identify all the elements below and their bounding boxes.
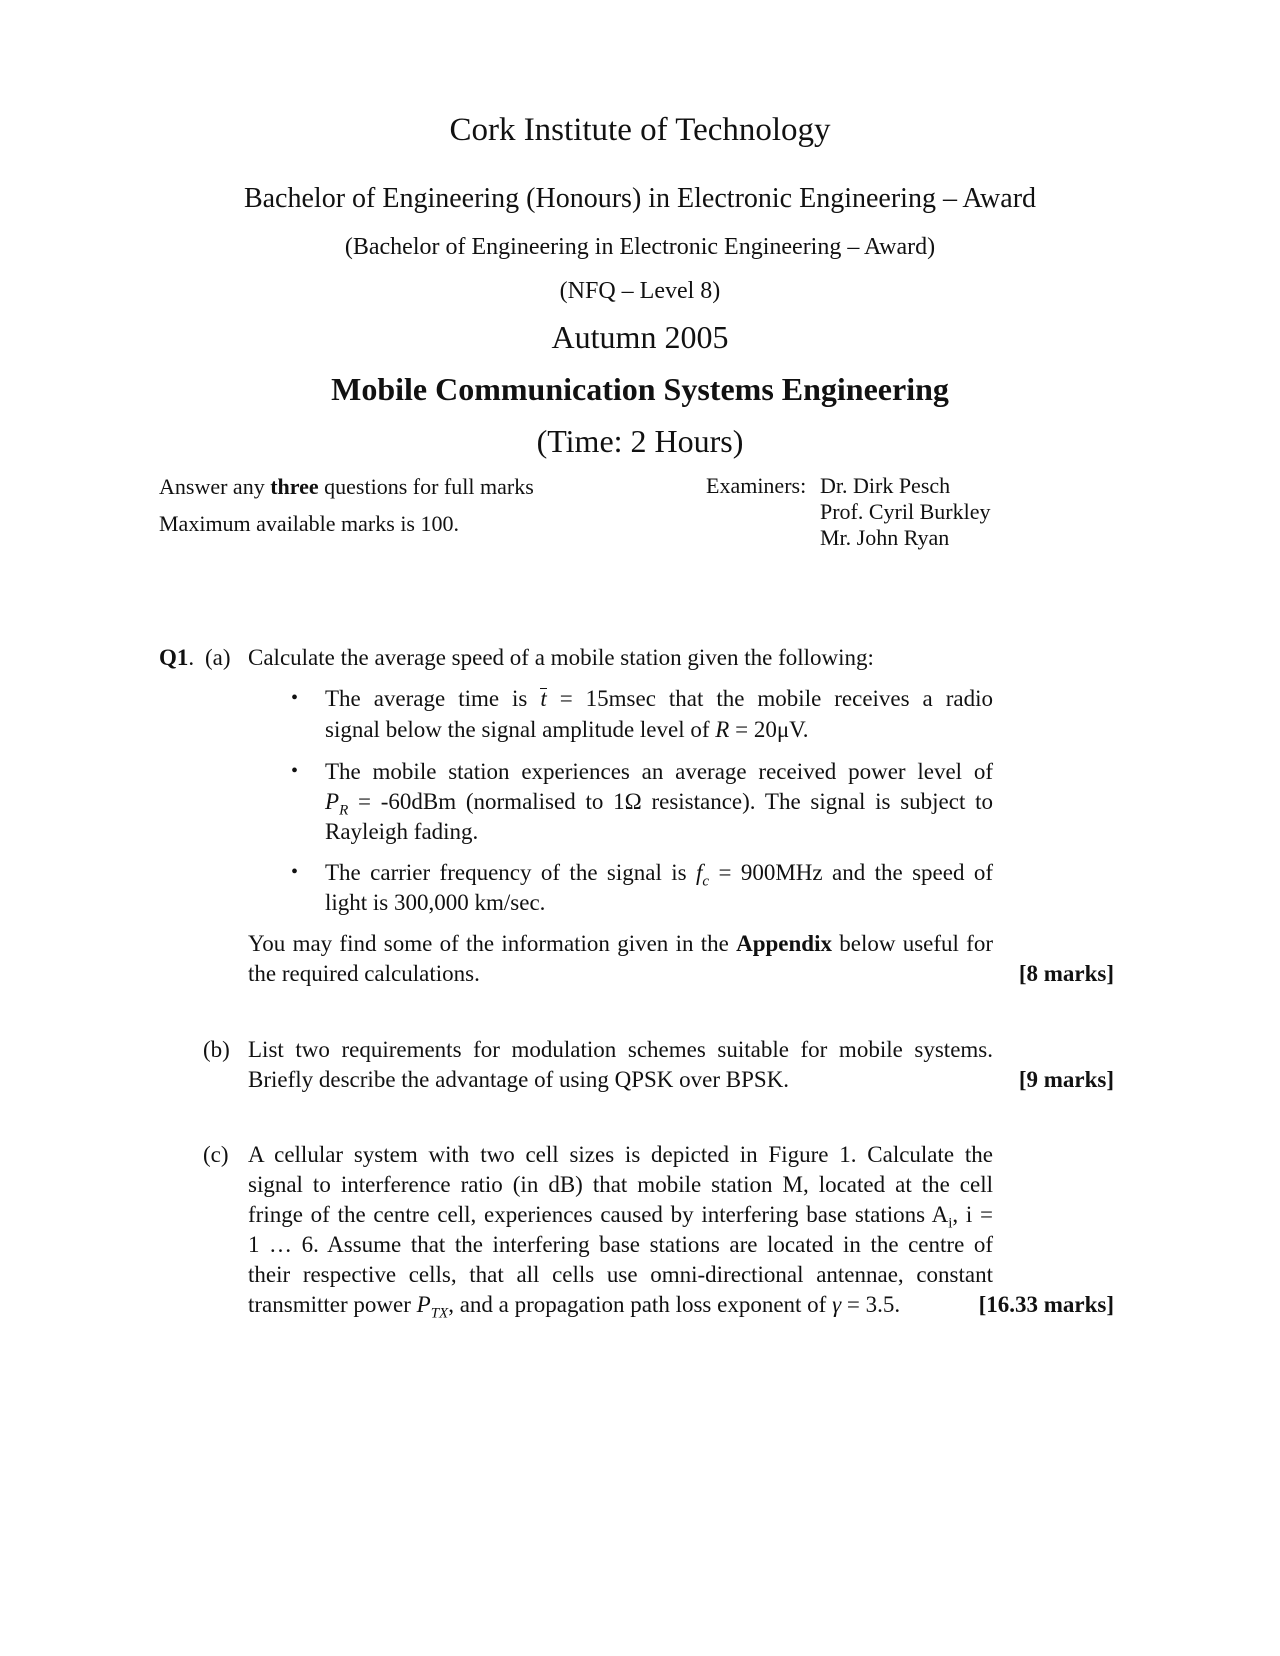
bullet-2-line-3: Rayleigh fading. [325, 819, 479, 844]
institute-title: Cork Institute of Technology [449, 112, 831, 148]
degree-alt-title: (Bachelor of Engineering in Electronic Engineering – Award) [344, 234, 936, 260]
part-label-c: (c) [203, 1142, 229, 1167]
subject-title: Mobile Communication Systems Engineering [331, 371, 949, 407]
instruction-emphasis: three [270, 474, 319, 499]
part-label-b: (b) [203, 1037, 230, 1062]
part-b-line-1: List two requirements for modulation schemes suitable for mobile systems. [248, 1037, 993, 1062]
examiner-name: Prof. Cyril Burkley [820, 499, 991, 524]
instruction-answer-three: Answer any three questions for full marks [159, 474, 534, 499]
exam-duration: (Time: 2 Hours) [536, 423, 744, 459]
appendix-note-line-2: the required calculations. [248, 961, 480, 986]
bullet-2-line-1: The mobile station experiences an average received power level of [325, 759, 993, 784]
bullet-1-line-2: signal below the signal amplitude level of R = 20μV. [325, 717, 809, 742]
question-number: Q1. [159, 645, 195, 670]
part-c-line-4: 1 … 6. Assume that the interfering base stations are located in the centre of [248, 1232, 993, 1257]
t-bar-symbol: t [540, 683, 546, 714]
part-b-line-2: Briefly describe the advantage of using QPSK over BPSK. [248, 1067, 790, 1092]
exam-session: Autumn 2005 [551, 319, 729, 355]
part-label-a: (a) [205, 645, 231, 670]
degree-title: Bachelor of Engineering (Honours) in Electronic Engineering – Award [243, 183, 1037, 214]
part-c-marks: [16.33 marks] [978, 1292, 1114, 1317]
part-c-line-3: fringe of the centre cell, experiences caused by interfering base stations $A_i$, i = [248, 1202, 993, 1232]
instruction-max-marks: Maximum available marks is 100. [159, 511, 459, 536]
part-c-line-5: their respective cells, that all cells use omni-directional antennae, constant [248, 1262, 993, 1287]
part-c-line-6: transmitter power $P_{TX}$, and a propagation path loss exponent of γ = 3.5. [248, 1292, 901, 1322]
part-a-intro: Calculate the average speed of a mobile station given the following: [248, 645, 874, 670]
bullet-2-line-2: $P_R = -60dBm$ (normalised to 1Ω resistance). The signal is subject to [325, 789, 993, 819]
bullet-point: • [291, 760, 299, 782]
bullet-3-line-2: light is 300,000 km/sec. [325, 890, 546, 915]
bullet-point: • [291, 687, 299, 709]
part-a-marks: [8 marks] [1018, 961, 1114, 986]
appendix-note-line-1: You may find some of the information given in the Appendix below useful for [248, 931, 993, 956]
nfq-level: (NFQ – Level 8) [559, 278, 721, 304]
part-b-marks: [9 marks] [1018, 1067, 1114, 1092]
bullet-3-line-1: The carrier frequency of the signal is $f_c = 900MHz$ and the speed of [325, 860, 994, 890]
examiner-name: Dr. Dirk Pesch [820, 473, 951, 498]
examiners-label: Examiners: [706, 473, 807, 498]
bullet-1-line-1: The average time is t = 15msec that the mobile receives a radio [325, 683, 993, 714]
appendix-reference: Appendix [736, 931, 832, 956]
bullet-point: • [291, 861, 299, 883]
examiner-name: Mr. John Ryan [820, 525, 950, 550]
part-c-line-1: A cellular system with two cell sizes is depicted in Figure 1. Calculate the [248, 1142, 993, 1167]
part-c-line-2: signal to interference ratio (in dB) that mobile station M, located at the cell [248, 1172, 993, 1197]
